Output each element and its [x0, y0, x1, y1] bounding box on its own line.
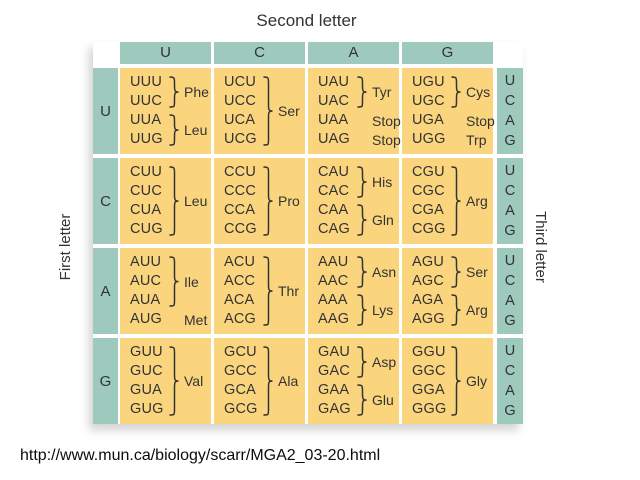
codon-text: UUC	[130, 93, 163, 109]
codon-text: CAU	[318, 164, 350, 180]
codon-text: ACA	[224, 292, 255, 308]
amino-acid-label: Lys	[372, 302, 394, 318]
codon-cell	[308, 158, 399, 244]
codon-group	[318, 343, 399, 381]
codon-text: UAU	[318, 74, 350, 90]
brace-column	[262, 256, 274, 326]
codon-text: UCA	[224, 112, 256, 128]
codon-text: GGU	[412, 344, 446, 360]
codon-group	[130, 310, 211, 329]
first-letter-cell: A	[93, 248, 118, 334]
codon-text: GUA	[130, 382, 163, 398]
codon-group	[318, 111, 399, 130]
codon-cell	[120, 158, 211, 244]
codon-list	[130, 163, 168, 239]
codon-text: UUU	[130, 74, 163, 90]
amino-acid-label: Arg	[466, 302, 488, 318]
brace-column	[356, 256, 368, 288]
codon-cell	[120, 248, 211, 334]
brace-column	[262, 166, 274, 236]
codon-text: GAG	[318, 401, 351, 417]
codon-text: GGG	[412, 401, 447, 417]
third-letter-column	[497, 68, 523, 424]
brace-icon	[450, 76, 462, 108]
codon-list	[130, 111, 168, 149]
codon-text: UAC	[318, 93, 350, 109]
codon-text: UCU	[224, 74, 257, 90]
amino-acid-label: Tyr	[372, 84, 392, 100]
brace-icon	[262, 256, 274, 326]
codon-text: GUG	[130, 401, 164, 417]
amino-acid-label: His	[372, 174, 393, 190]
codon-list	[412, 130, 450, 149]
amino-acid-label: Stop	[372, 131, 401, 148]
codon-group	[130, 111, 211, 149]
third-letter-text: A	[505, 113, 515, 129]
codon-list	[224, 73, 262, 149]
codon-list	[412, 111, 450, 130]
codon-group	[224, 253, 305, 329]
codon-group	[224, 73, 305, 149]
codon-list	[130, 310, 168, 329]
brace-column	[168, 256, 180, 307]
brace-icon	[262, 166, 274, 236]
codon-list	[130, 343, 168, 419]
third-letter-text: A	[505, 383, 515, 399]
third-letter-text: C	[504, 273, 516, 289]
amino-acid-label: Ser	[466, 264, 488, 280]
brace-column	[356, 166, 368, 198]
brace-column	[356, 76, 368, 108]
codon-text: ACC	[224, 273, 256, 289]
codon-text: CCU	[224, 164, 257, 180]
third-letter-text: G	[504, 403, 516, 419]
codon-cell	[402, 248, 493, 334]
codon-text: AUG	[130, 311, 163, 327]
amino-acid-label: Leu	[184, 193, 208, 209]
codon-list	[130, 73, 168, 111]
codon-cell	[214, 158, 305, 244]
codon-text: GCG	[224, 401, 258, 417]
amino-acid-label: Arg	[466, 193, 488, 209]
codon-list	[130, 253, 168, 310]
codon-group	[412, 130, 493, 149]
brace-column	[356, 346, 368, 378]
codon-cell	[308, 68, 399, 154]
codon-list	[224, 343, 262, 419]
brace-column	[168, 166, 180, 236]
codon-text: UGU	[412, 74, 445, 90]
second-letter-header-cell: C	[214, 42, 305, 64]
codon-group	[318, 201, 399, 239]
amino-acid-label: Phe	[184, 84, 209, 100]
amino-acid-label: Ser	[278, 103, 300, 119]
codon-text: ACU	[224, 254, 256, 270]
codon-list	[318, 163, 356, 201]
brace-icon	[262, 346, 274, 416]
codon-group	[130, 163, 211, 239]
brace-icon	[450, 294, 462, 326]
amino-acid-label: Gly	[466, 373, 487, 389]
third-letter-text: A	[505, 293, 515, 309]
first-letter-column	[93, 68, 118, 424]
first-letter-axis-label: First letter	[57, 213, 74, 281]
codon-list	[412, 73, 450, 111]
codon-text: CAG	[318, 221, 351, 237]
brace-icon	[356, 204, 368, 236]
codon-text: ACG	[224, 311, 257, 327]
codon-text: CGG	[412, 221, 446, 237]
codon-text: GAC	[318, 363, 351, 379]
brace-icon	[262, 76, 274, 146]
codon-text: CUG	[130, 221, 163, 237]
brace-column	[168, 114, 180, 146]
codon-group	[412, 163, 493, 239]
codon-group	[412, 73, 493, 111]
brace-column	[262, 346, 274, 416]
codon-list	[412, 291, 450, 329]
third-letter-text: U	[504, 343, 516, 359]
codon-group	[412, 291, 493, 329]
second-letter-header-cell: U	[120, 42, 211, 64]
codon-text: AGU	[412, 254, 445, 270]
figure-title: Second letter	[256, 11, 357, 30]
amino-acid-label: Asp	[372, 354, 397, 370]
codon-cell	[308, 248, 399, 334]
codon-list	[318, 381, 356, 419]
codon-text: AGC	[412, 273, 445, 289]
codon-group	[318, 291, 399, 329]
brace-column	[450, 294, 462, 326]
codon-list	[318, 111, 356, 130]
brace-icon	[168, 166, 180, 236]
codon-group	[412, 343, 493, 419]
brace-icon	[168, 256, 180, 307]
amino-acid-label: Leu	[184, 122, 208, 138]
brace-column	[450, 346, 462, 416]
first-letter-cell: C	[93, 158, 118, 244]
codon-cell	[214, 68, 305, 154]
codon-group	[412, 253, 493, 291]
codon-text: UUA	[130, 112, 162, 128]
codon-text: CAC	[318, 183, 350, 199]
amino-acid-label: Stop	[372, 112, 401, 129]
codon-text: CCC	[224, 183, 257, 199]
codon-text: UCG	[224, 131, 257, 147]
amino-acid-label: Asn	[372, 264, 397, 280]
codon-text: UGA	[412, 112, 445, 128]
first-letter-cell: U	[93, 68, 118, 154]
codon-group	[130, 73, 211, 111]
codon-group	[318, 253, 399, 291]
brace-icon	[356, 166, 368, 198]
codon-list	[318, 291, 356, 329]
third-letter-cell	[497, 248, 523, 334]
codon-text: UAG	[318, 131, 351, 147]
amino-acid-label: Ala	[278, 373, 299, 389]
amino-acid-label: Glu	[372, 392, 394, 408]
codon-text: GAU	[318, 344, 351, 360]
codon-text: AUC	[130, 273, 162, 289]
third-letter-text: U	[504, 253, 516, 269]
third-letter-text: C	[504, 183, 516, 199]
codon-cell	[214, 248, 305, 334]
second-letter-header-cell: G	[402, 42, 493, 64]
codon-text: UCC	[224, 93, 257, 109]
brace-icon	[356, 294, 368, 326]
codon-text: GAA	[318, 382, 350, 398]
codon-table	[93, 42, 523, 424]
codon-text: GUU	[130, 344, 163, 360]
codon-text: CUC	[130, 183, 163, 199]
codon-text: AAG	[318, 311, 350, 327]
codon-text: GGA	[412, 382, 445, 398]
third-letter-text: U	[504, 163, 516, 179]
brace-column	[356, 384, 368, 416]
codon-list	[412, 343, 450, 419]
brace-icon	[450, 166, 462, 236]
codon-group	[318, 163, 399, 201]
second-letter-header-cell: A	[308, 42, 399, 64]
codon-cell	[308, 338, 399, 424]
codon-list	[224, 163, 262, 239]
codon-cell	[402, 338, 493, 424]
brace-icon	[450, 346, 462, 416]
codon-cell	[402, 158, 493, 244]
codon-cell	[120, 338, 211, 424]
codon-cell	[120, 68, 211, 154]
codon-text: CCA	[224, 202, 256, 218]
codon-text: UGC	[412, 93, 445, 109]
codon-group	[224, 163, 305, 239]
brace-icon	[168, 114, 180, 146]
codon-text: CGU	[412, 164, 445, 180]
third-letter-cell	[497, 338, 523, 424]
brace-column	[168, 346, 180, 416]
codon-list	[318, 130, 356, 149]
third-letter-text: A	[505, 203, 515, 219]
brace-column	[450, 256, 462, 288]
brace-column	[450, 76, 462, 108]
codon-text: GCU	[224, 344, 257, 360]
brace-icon	[356, 76, 368, 108]
codon-text: CUA	[130, 202, 162, 218]
third-letter-text: C	[504, 93, 516, 109]
brace-icon	[356, 256, 368, 288]
brace-column	[356, 204, 368, 236]
third-letter-cell	[497, 68, 523, 154]
codon-text: CAA	[318, 202, 349, 218]
codon-text: AUU	[130, 254, 162, 270]
first-letter-cell: G	[93, 338, 118, 424]
brace-icon	[168, 346, 180, 416]
codon-group	[130, 343, 211, 419]
codon-text: AGG	[412, 311, 445, 327]
codon-list	[318, 343, 356, 381]
codon-cells-grid	[120, 68, 493, 424]
brace-icon	[356, 384, 368, 416]
brace-column	[450, 166, 462, 236]
second-letter-header-row	[120, 42, 493, 64]
codon-text: GGC	[412, 363, 446, 379]
third-letter-cell	[497, 158, 523, 244]
third-letter-text: C	[504, 363, 516, 379]
codon-group	[224, 343, 305, 419]
amino-acid-label: Gln	[372, 212, 394, 228]
codon-cell	[402, 68, 493, 154]
third-letter-text: G	[504, 223, 516, 239]
amino-acid-label: Trp	[466, 131, 487, 148]
codon-text: UAA	[318, 112, 349, 128]
amino-acid-label: Pro	[278, 193, 300, 209]
brace-column	[262, 76, 274, 146]
codon-text: AGA	[412, 292, 444, 308]
amino-acid-label: Thr	[278, 283, 299, 299]
brace-column	[356, 294, 368, 326]
codon-text: AUA	[130, 292, 161, 308]
amino-acid-label: Met	[184, 311, 208, 328]
amino-acid-label: Stop	[466, 112, 495, 129]
codon-group	[318, 73, 399, 111]
codon-text: GCC	[224, 363, 257, 379]
brace-column	[168, 76, 180, 108]
third-letter-text: U	[504, 73, 516, 89]
amino-acid-label: Ile	[184, 273, 199, 290]
codon-text: UGG	[412, 131, 446, 147]
codon-text: CGA	[412, 202, 445, 218]
codon-group	[412, 111, 493, 130]
third-letter-text: G	[504, 133, 516, 149]
amino-acid-label: Val	[184, 373, 204, 389]
codon-text: GUC	[130, 363, 163, 379]
codon-group	[318, 381, 399, 419]
codon-list	[318, 73, 356, 111]
codon-text: CGC	[412, 183, 445, 199]
codon-list	[318, 201, 356, 239]
third-letter-text: G	[504, 313, 516, 329]
amino-acid-label: Cys	[466, 84, 491, 100]
third-letter-axis-label: Third letter	[532, 211, 549, 283]
codon-text: UUG	[130, 131, 163, 147]
codon-cell	[214, 338, 305, 424]
codon-text: AAU	[318, 254, 349, 270]
codon-text: CUU	[130, 164, 163, 180]
codon-text: AAA	[318, 292, 348, 308]
brace-icon	[168, 76, 180, 108]
codon-list	[412, 163, 450, 239]
codon-list	[412, 253, 450, 291]
codon-group	[130, 253, 211, 310]
brace-icon	[356, 346, 368, 378]
codon-list	[318, 253, 356, 291]
source-url: http://www.mun.ca/biology/scarr/MGA2_03-20.html	[20, 447, 381, 464]
codon-list	[224, 253, 262, 329]
codon-text: GCA	[224, 382, 257, 398]
codon-text: CCG	[224, 221, 257, 237]
codon-text: AAC	[318, 273, 349, 289]
codon-group	[318, 130, 399, 149]
brace-icon	[450, 256, 462, 288]
